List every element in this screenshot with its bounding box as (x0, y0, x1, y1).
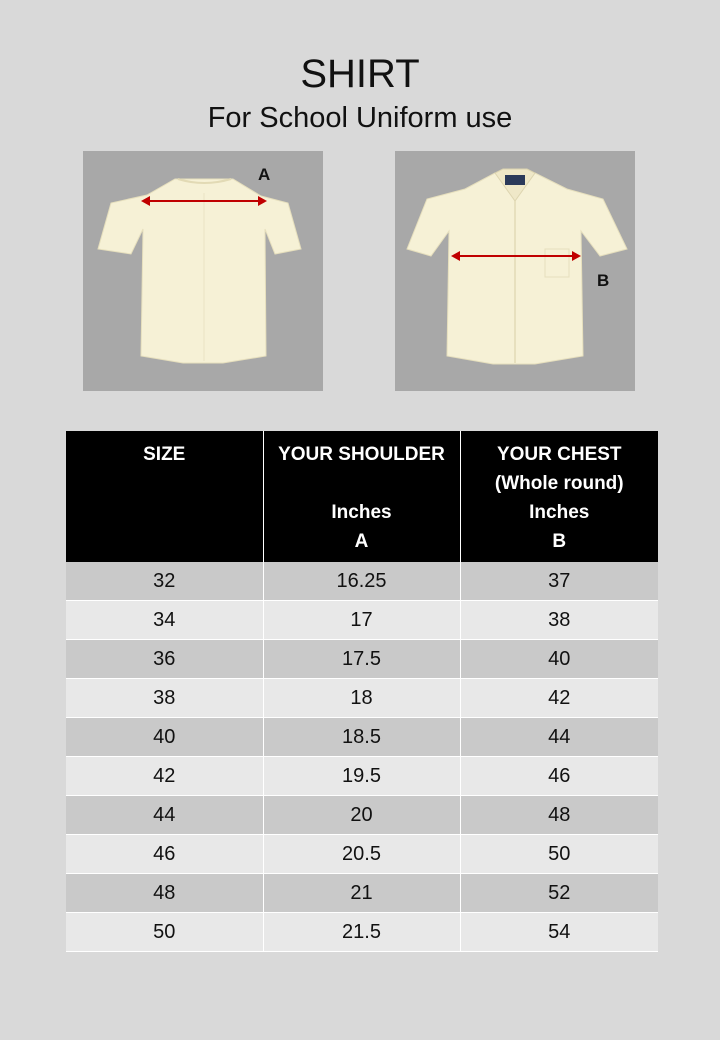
chest-cell: 40 (460, 640, 658, 679)
chest-cell: 42 (460, 679, 658, 718)
size-cell: 50 (66, 913, 263, 952)
size-cell: 40 (66, 718, 263, 757)
shoulder-cell: 19.5 (263, 757, 460, 796)
chest-cell: 38 (460, 601, 658, 640)
chest-cell: 48 (460, 796, 658, 835)
table-row (66, 874, 658, 913)
shoulder-cell: 18 (263, 679, 460, 718)
table-row (66, 718, 658, 757)
size-cell: 46 (66, 835, 263, 874)
chest-cell: 46 (460, 757, 658, 796)
shoulder-cell: 17.5 (263, 640, 460, 679)
shoulder-cell: 17 (263, 601, 460, 640)
header-chest: YOUR CHEST (Whole round) Inches B (460, 431, 658, 562)
table-header-row (66, 431, 658, 562)
shoulder-marker-a: A (258, 165, 271, 184)
shoulder-cell: 21.5 (263, 913, 460, 952)
shoulder-cell: 20 (263, 796, 460, 835)
table-row (66, 679, 658, 718)
size-cell: 32 (66, 562, 263, 601)
size-chart-table (66, 431, 658, 952)
page-title: SHIRT (300, 52, 420, 96)
size-cell: 38 (66, 679, 263, 718)
size-cell: 34 (66, 601, 263, 640)
table-row (66, 757, 658, 796)
table-row (66, 601, 658, 640)
chest-cell: 37 (460, 562, 658, 601)
chest-cell: 52 (460, 874, 658, 913)
size-cell: 48 (66, 874, 263, 913)
shoulder-cell: 16.25 (263, 562, 460, 601)
shirt-back-illustration (83, 151, 323, 391)
chest-cell: 44 (460, 718, 658, 757)
table-row (66, 640, 658, 679)
table-row (66, 835, 658, 874)
chest-cell: 54 (460, 913, 658, 952)
shirt-front-photo (395, 151, 635, 391)
size-cell: 36 (66, 640, 263, 679)
size-cell: 44 (66, 796, 263, 835)
shoulder-cell: 18.5 (263, 718, 460, 757)
shirt-back-photo (83, 151, 323, 391)
table-row (66, 913, 658, 952)
shoulder-cell: 21 (263, 874, 460, 913)
page-subtitle: For School Uniform use (207, 102, 513, 134)
shoulder-cell: 20.5 (263, 835, 460, 874)
chest-cell: 50 (460, 835, 658, 874)
size-cell: 42 (66, 757, 263, 796)
table-row (66, 562, 658, 601)
header-shoulder: YOUR SHOULDER Inches A (263, 431, 460, 562)
header-size: SIZE (66, 431, 263, 562)
table-row (66, 796, 658, 835)
chest-marker-b: B (597, 271, 610, 290)
